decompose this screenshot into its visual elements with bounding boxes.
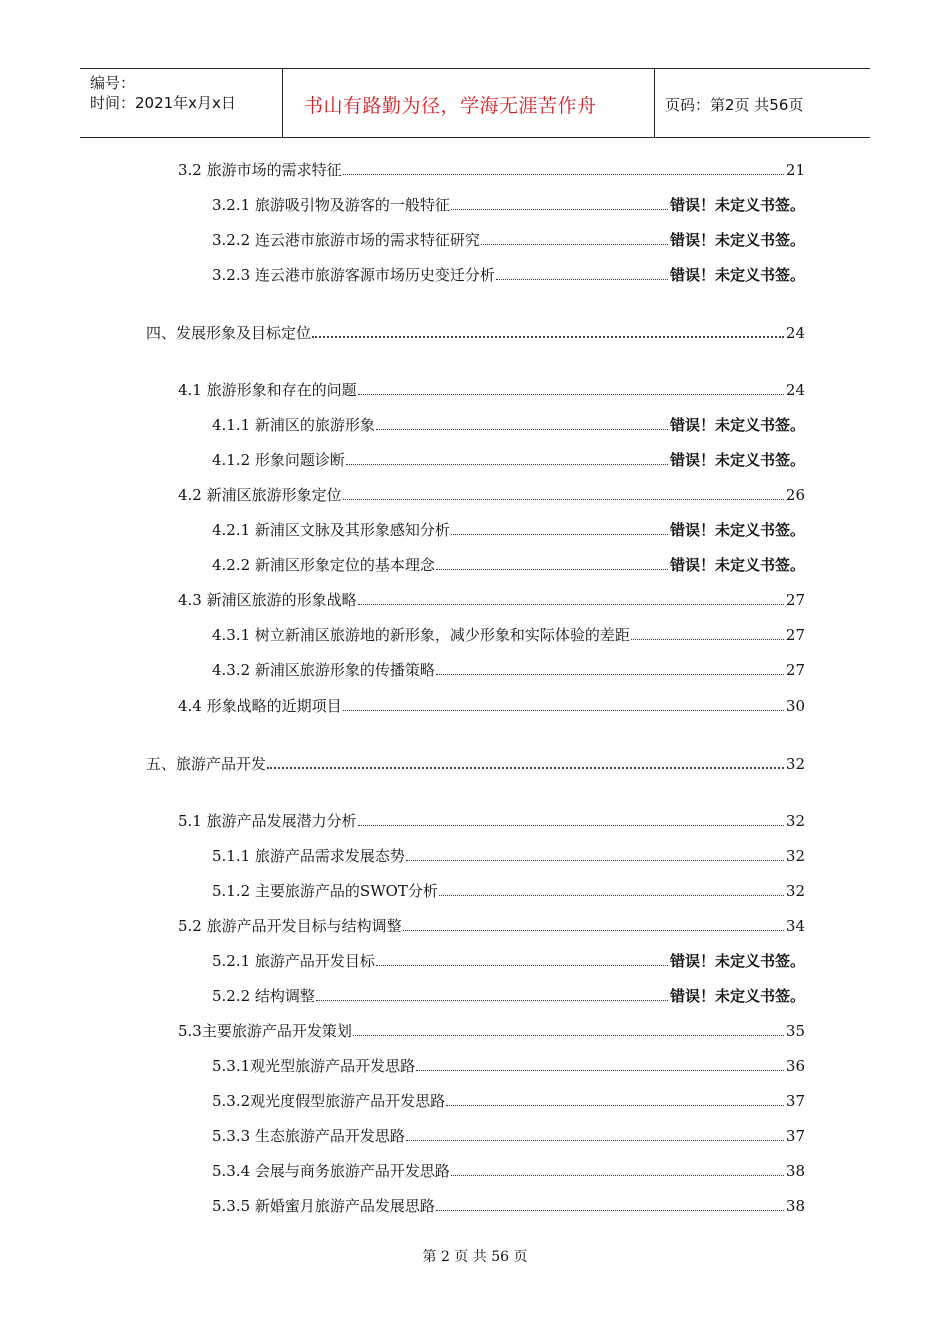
toc-entry-page: 38 <box>785 1197 805 1215</box>
toc-entry-label: 4.1.1 新浦区的旅游形象 <box>212 416 375 434</box>
toc-entry-error: 错误！未定义书签。 <box>669 266 805 284</box>
toc-entry-page: 27 <box>785 661 805 679</box>
toc-leader <box>451 209 668 210</box>
toc-leader <box>416 1070 784 1071</box>
toc-entry-error: 错误！未定义书签。 <box>669 987 805 1005</box>
toc-entry-label: 四、发展形象及目标定位 <box>146 324 312 342</box>
toc-entry-error: 错误！未定义书签。 <box>669 416 805 434</box>
toc-entry-page: 24 <box>785 324 805 342</box>
toc-entry[interactable] <box>212 195 805 215</box>
toc-entry-label: 3.2.1 旅游吸引物及游客的一般特征 <box>212 196 450 214</box>
toc-entry[interactable] <box>212 881 805 901</box>
toc-chapter-entry[interactable] <box>146 323 805 343</box>
toc-leader <box>358 825 784 826</box>
toc-entry[interactable] <box>212 625 805 645</box>
toc-entry-error: 错误！未定义书签。 <box>669 556 805 574</box>
toc-entry-page: 37 <box>785 1127 805 1145</box>
toc-entry-label: 5.1.1 旅游产品需求发展态势 <box>212 847 405 865</box>
toc-leader <box>376 429 668 430</box>
toc-entry[interactable] <box>178 696 805 716</box>
toc-leader <box>451 1175 784 1176</box>
toc-entry[interactable] <box>178 380 805 400</box>
toc-entry-label: 4.4 形象战略的近期项目 <box>178 697 342 715</box>
toc-leader <box>343 174 784 175</box>
page-header <box>80 68 870 138</box>
toc-entry[interactable] <box>212 846 805 866</box>
toc-entry[interactable] <box>212 986 805 1006</box>
toc-entry-label: 5.3.2观光度假型旅游产品开发思路 <box>212 1092 446 1110</box>
toc-leader <box>316 1000 668 1001</box>
toc-entry-page: 21 <box>785 161 805 179</box>
toc-entry-page: 32 <box>785 812 805 830</box>
toc-entry[interactable] <box>212 555 805 575</box>
toc-entry-label: 5.2 旅游产品开发目标与结构调整 <box>178 917 402 935</box>
toc-entry-label: 5.3主要旅游产品开发策划 <box>178 1022 352 1040</box>
toc-leader <box>436 674 784 675</box>
toc-entry-label: 5.2.1 旅游产品开发目标 <box>212 952 375 970</box>
toc-entry-page: 32 <box>785 882 805 900</box>
toc-entry-label: 5.3.5 新婚蜜月旅游产品发展思路 <box>212 1197 435 1215</box>
toc-entry[interactable] <box>178 590 805 610</box>
toc-leader <box>436 569 668 570</box>
toc-entry-label: 4.2.2 新浦区形象定位的基本理念 <box>212 556 435 574</box>
toc-leader <box>406 1140 784 1141</box>
toc-entry[interactable] <box>212 1056 805 1076</box>
toc-leader <box>451 534 668 535</box>
toc-entry[interactable] <box>212 1161 805 1181</box>
toc-entry[interactable] <box>212 450 805 470</box>
toc-entry[interactable] <box>212 265 805 285</box>
toc-leader <box>343 499 784 500</box>
toc-entry-page: 26 <box>785 486 805 504</box>
toc-leader <box>358 394 784 395</box>
toc-entry-error: 错误！未定义书签。 <box>669 196 805 214</box>
toc-entry-label: 4.2.1 新浦区文脉及其形象感知分析 <box>212 521 450 539</box>
toc-entry-label: 4.1 旅游形象和存在的问题 <box>178 381 357 399</box>
toc-entry[interactable] <box>212 660 805 680</box>
toc-entry[interactable] <box>178 485 805 505</box>
toc-entry-label: 3.2.3 连云港市旅游客源市场历史变迁分析 <box>212 266 495 284</box>
toc-leader <box>376 965 668 966</box>
toc-entry[interactable] <box>178 916 805 936</box>
toc-entry-label: 5.3.4 会展与商务旅游产品开发思路 <box>212 1162 450 1180</box>
toc-entry-label: 3.2 旅游市场的需求特征 <box>178 161 342 179</box>
toc-entry-page: 38 <box>785 1162 805 1180</box>
toc-entry-page: 32 <box>785 755 805 773</box>
toc-entry[interactable] <box>212 1126 805 1146</box>
header-page-info: 页码：第2页 共56页 <box>665 96 804 114</box>
toc-entry[interactable] <box>212 520 805 540</box>
toc-leader <box>353 1035 784 1036</box>
toc-entry-label: 5.3.3 生态旅游产品开发思路 <box>212 1127 405 1145</box>
toc-entry-label: 5.1.2 主要旅游产品的SWOT分析 <box>212 882 438 900</box>
toc-leader <box>267 767 784 769</box>
toc-leader <box>403 930 784 931</box>
toc-entry-error: 错误！未定义书签。 <box>669 451 805 469</box>
toc-chapter-entry[interactable] <box>146 754 805 774</box>
toc-leader <box>439 895 784 896</box>
header-motto-cell <box>282 69 655 137</box>
toc-entry-page: 27 <box>785 591 805 609</box>
toc-entry-label: 3.2.2 连云港市旅游市场的需求特征研究 <box>212 231 480 249</box>
toc-entry-label: 5.3.1观光型旅游产品开发思路 <box>212 1057 416 1075</box>
toc-leader <box>496 279 668 280</box>
document-number-label: 编号： <box>90 74 136 92</box>
toc-entry[interactable] <box>212 1196 805 1216</box>
toc-leader <box>358 604 784 605</box>
toc-entry-label: 4.3.2 新浦区旅游形象的传播策略 <box>212 661 435 679</box>
toc-entry-label: 5.2.2 结构调整 <box>212 987 315 1005</box>
toc-entry[interactable] <box>212 1091 805 1111</box>
toc-leader <box>481 244 668 245</box>
toc-entry[interactable] <box>178 160 805 180</box>
toc-entry[interactable] <box>212 951 805 971</box>
toc-entry-label: 五、旅游产品开发 <box>146 755 267 773</box>
toc-entry[interactable] <box>178 811 805 831</box>
toc-entry-error: 错误！未定义书签。 <box>669 521 805 539</box>
toc-entry-error: 错误！未定义书签。 <box>669 231 805 249</box>
toc-leader <box>343 710 784 711</box>
toc-entry-error: 错误！未定义书签。 <box>669 952 805 970</box>
document-time-label: 时间：2021年x月x日 <box>90 94 236 112</box>
toc-entry-page: 32 <box>785 847 805 865</box>
toc-entry-page: 30 <box>785 697 805 715</box>
toc-leader <box>631 639 784 640</box>
toc-leader <box>446 1105 784 1106</box>
page-footer: 第 2 页 共 56 页 <box>422 1249 528 1265</box>
toc-entry-label: 5.1 旅游产品发展潜力分析 <box>178 812 357 830</box>
toc-entry[interactable] <box>212 415 805 435</box>
toc-entry[interactable] <box>178 1021 805 1041</box>
toc-leader <box>346 464 668 465</box>
header-page-cell <box>655 69 870 137</box>
header-motto: 书山有路勤为径，学海无涯苦作舟 <box>304 95 597 117</box>
toc-leader <box>436 1210 784 1211</box>
toc-entry-page: 36 <box>785 1057 805 1075</box>
toc-entry-label: 4.2 新浦区旅游形象定位 <box>178 486 342 504</box>
toc-entry-label: 4.3.1 树立新浦区旅游地的新形象，减少形象和实际体验的差距 <box>212 626 630 644</box>
toc-entry[interactable] <box>212 230 805 250</box>
toc-entry-page: 37 <box>785 1092 805 1110</box>
toc-leader <box>406 860 784 861</box>
toc-entry-page: 34 <box>785 917 805 935</box>
toc-entry-label: 4.3 新浦区旅游的形象战略 <box>178 591 357 609</box>
toc-entry-page: 27 <box>785 626 805 644</box>
toc-entry-page: 24 <box>785 381 805 399</box>
toc-entry-label: 4.1.2 形象问题诊断 <box>212 451 345 469</box>
toc-entry-page: 35 <box>785 1022 805 1040</box>
header-meta-cell <box>80 69 283 137</box>
toc-leader <box>312 336 784 338</box>
